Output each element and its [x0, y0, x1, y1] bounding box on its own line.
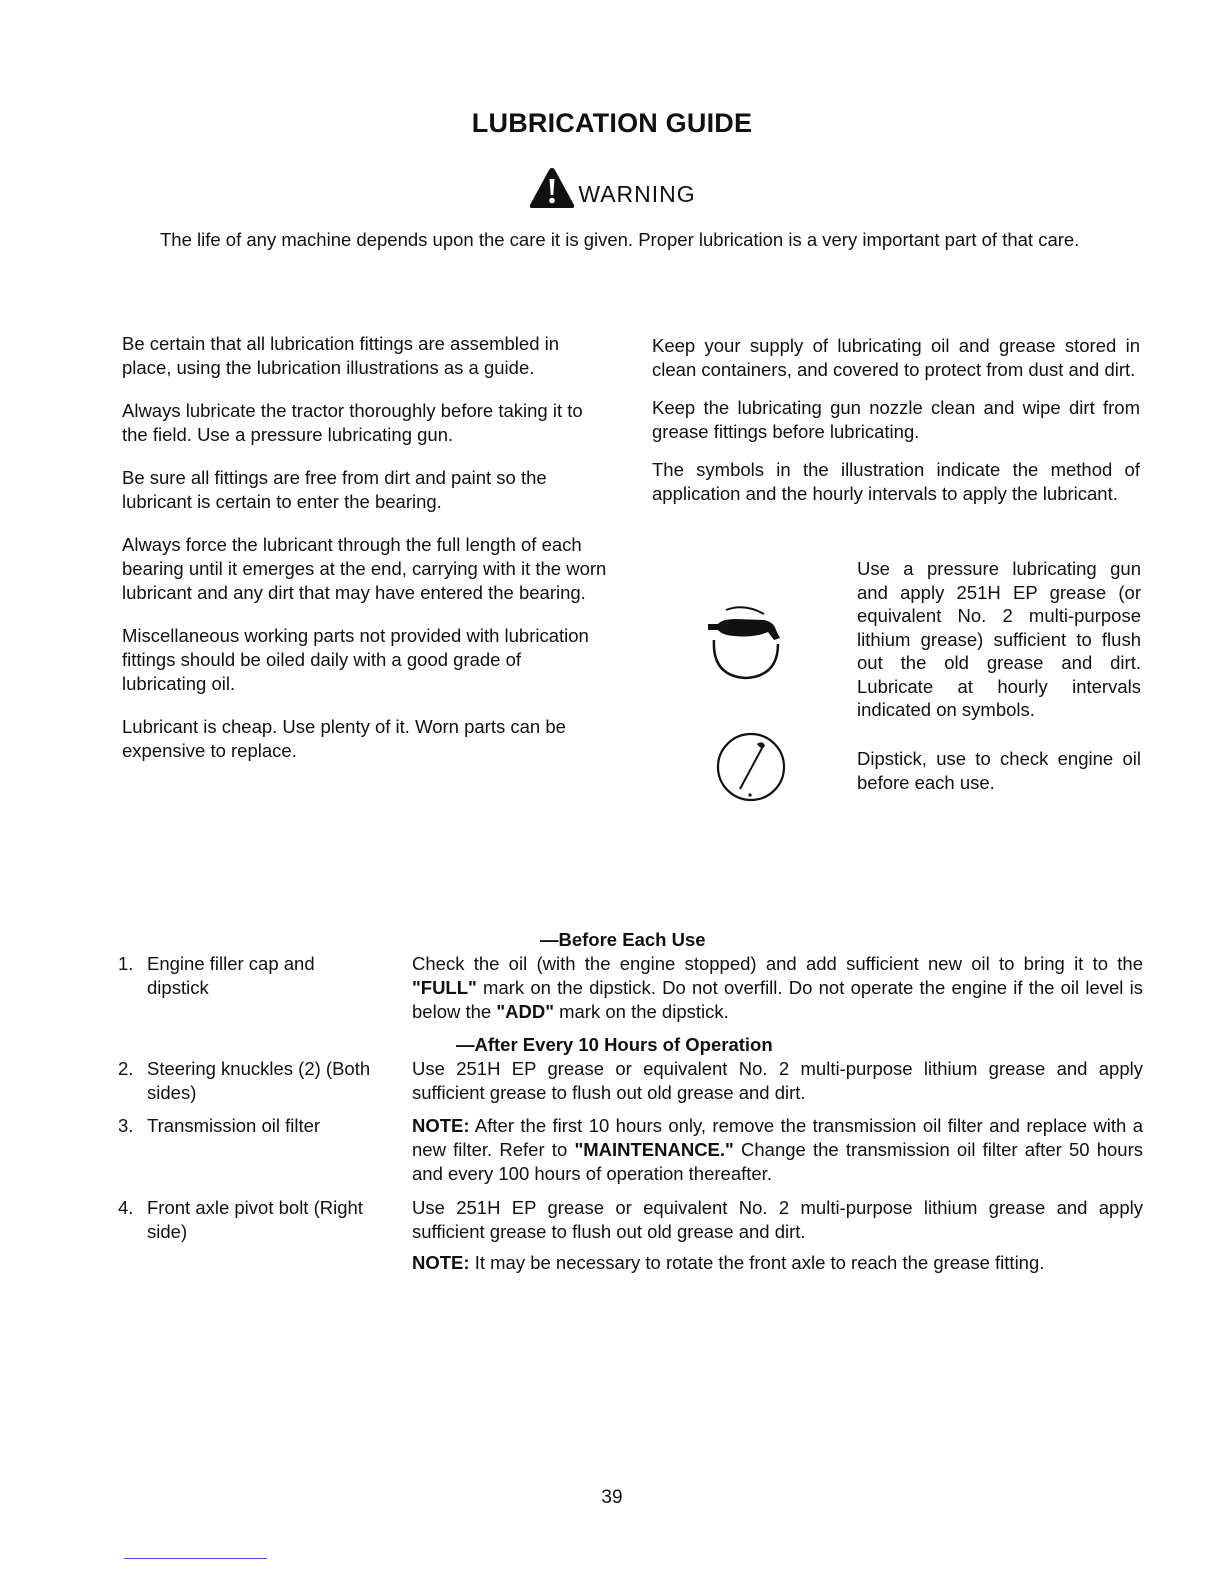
paragraph: Keep the lubricating gun nozzle clean and wipe dirt from grease fittings before lubricating.	[652, 397, 1140, 442]
right-column	[652, 334, 1140, 520]
warning-triangle-icon	[528, 166, 576, 210]
paragraph: Always lubricate the tractor thoroughly before taking it to the field. Use a pressure lubricating gun.	[122, 400, 583, 445]
left-column	[122, 332, 610, 782]
item-part: Steering knuckles (2) (Both sides)	[147, 1058, 371, 1103]
item-number: 4.	[118, 1197, 134, 1218]
item-number: 1.	[118, 953, 134, 974]
item-note: NOTE: It may be necessary to rotate the front axle to reach the grease fitting.	[412, 1252, 1045, 1273]
item-description: NOTE: After the first 10 hours only, remove the transmission oil filter and replace with a new filter. Refer to "MAINTENANCE." Change the transmission oil filter after 50 hours and every 100 hours of operation thereafter.	[412, 1115, 1144, 1184]
item-part: Engine filler cap and dipstick	[147, 953, 315, 998]
grease-gun-description: Use a pressure lubricating gun and apply 251H EP grease (or equivalent No. 2 multi-purpose lithium grease) sufficient to flush out the old grease and dirt. Lubricate at hourly intervals indicated on symbols.	[857, 558, 1141, 720]
before-each-use-heading: —Before Each Use	[540, 929, 706, 950]
paragraph: Be sure all fittings are free from dirt and paint so the lubricant is certain to enter the bearing.	[122, 467, 547, 512]
paragraph: Lubricant is cheap. Use plenty of it. Worn parts can be expensive to replace.	[122, 716, 566, 761]
item-part: Transmission oil filter	[147, 1115, 321, 1136]
warning-banner	[0, 150, 1224, 214]
paragraph: The symbols in the illustration indicate the method of application and the hourly intervals to apply the lubricant.	[652, 459, 1140, 504]
paragraph: Always force the lubricant through the full length of each bearing until it emerges at the end, carrying with it the worn lubricant and any dirt that may have entered the bearing.	[122, 534, 607, 603]
warning-label: WARNING	[578, 181, 696, 207]
page-title: LUBRICATION GUIDE	[471, 108, 753, 138]
page-number: 39	[601, 1487, 623, 1508]
item-number: 2.	[118, 1058, 134, 1079]
item-description: Use 251H EP grease or equivalent No. 2 multi-purpose lithium grease and apply sufficient grease to flush out old grease and dirt.	[412, 1058, 1143, 1103]
paragraph: Miscellaneous working parts not provided with lubrication fittings should be oiled daily with a good grade of lubricating oil.	[122, 625, 589, 694]
paragraph: Be certain that all lubrication fittings are assembled in place, using the lubrication illustrations as a guide.	[122, 333, 560, 378]
paragraph: Keep your supply of lubricating oil and grease stored in clean containers, and covered to protect from dust and dirt.	[652, 335, 1140, 380]
dipstick-icon	[713, 731, 791, 803]
item-description: Check the oil (with the engine stopped) and add sufficient new oil to bring it to the "FULL" mark on the dipstick. Do not overfill. Do not operate the engine if the oil level is below the "ADD" mark on the dipstick.	[412, 953, 1143, 1022]
item-part: Front axle pivot bolt (Right side)	[147, 1197, 363, 1242]
after-10-hours-heading: —After Every 10 Hours of Operation	[456, 1034, 773, 1055]
item-number: 3.	[118, 1115, 134, 1136]
grease-gun-icon	[704, 604, 790, 688]
warning-text: The life of any machine depends upon the care it is given. Proper lubrication is a very important part of that care.	[160, 229, 1080, 250]
dipstick-description: Dipstick, use to check engine oil before each use.	[857, 748, 1141, 793]
footer-rule	[124, 1558, 267, 1559]
item-description: Use 251H EP grease or equivalent No. 2 multi-purpose lithium grease and apply sufficient grease to flush out old grease and dirt.	[412, 1197, 1143, 1242]
